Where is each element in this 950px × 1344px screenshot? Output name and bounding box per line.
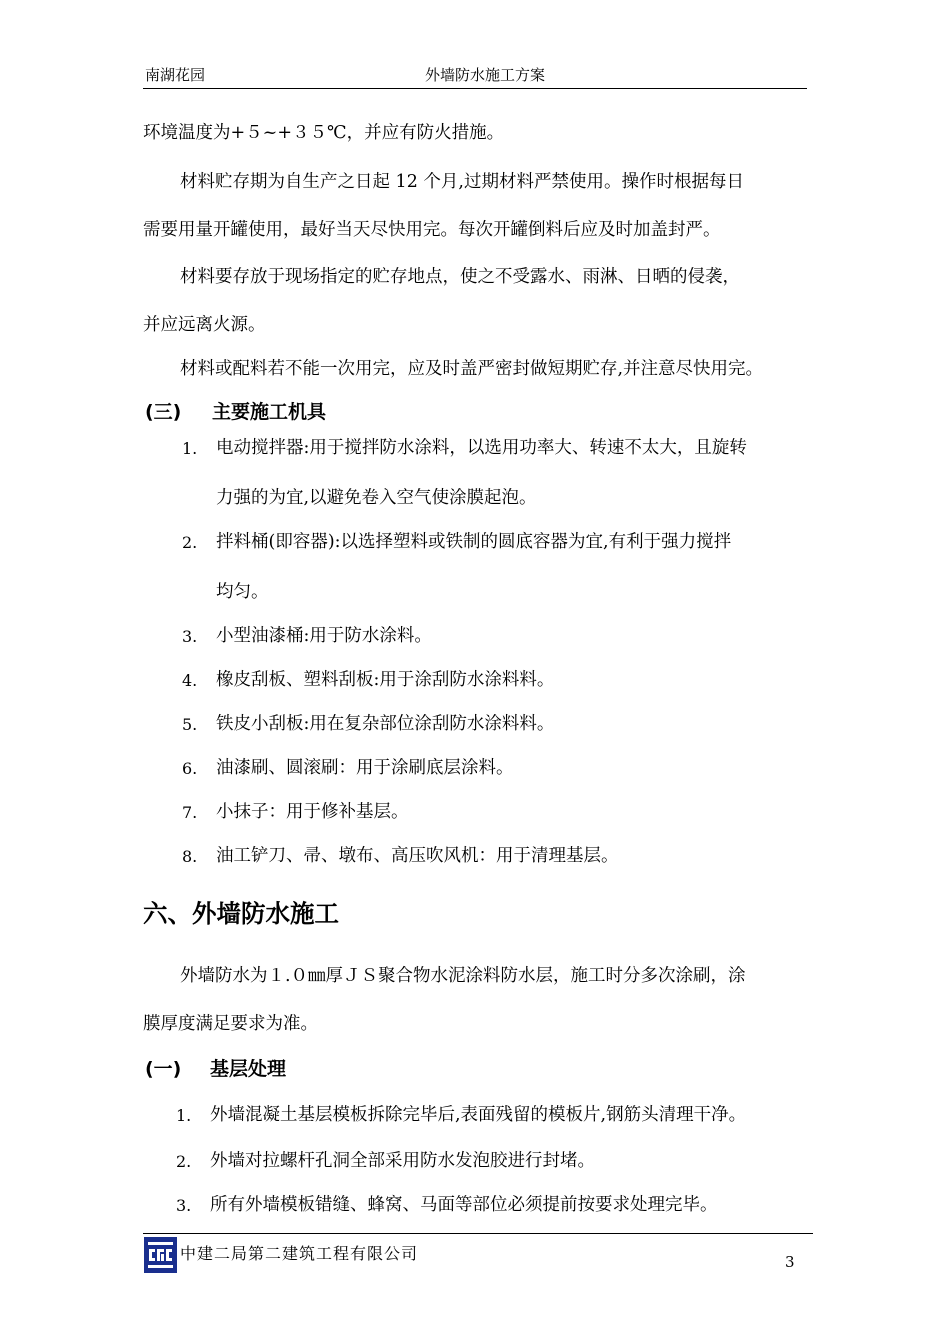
paragraph-line: 材料贮存期为自生产之日起 12 个月,过期材料严禁使用。操作时根据每日 [180,172,744,192]
header-rule [143,88,807,89]
chapter-heading: 六、外墙防水施工 [143,899,339,928]
list-item-text: 外墙混凝土基层模板拆除完毕后,表面残留的模板片,钢筋头清理干净。 [210,1105,747,1125]
list-item-text: 所有外墙模板错缝、蜂窝、马面等部位必须提前按要求处理完毕。 [210,1195,718,1215]
header-document-title: 外墙防水施工方案 [424,66,545,84]
list-item-number: 6. [182,759,198,778]
list-item-text: 油漆刷、圆滚刷：用于涂刷底层涂料。 [216,758,514,778]
list-item-text: 均匀。 [216,582,269,602]
paragraph-line: 环境温度为+５~+３５℃，并应有防火措施。 [143,123,505,143]
list-item-text: 拌料桶(即容器):以选择塑料或铁制的圆底容器为宜,有利于强力搅拌 [216,532,732,552]
footer-company-name: 中建二局第二建筑工程有限公司 [180,1244,419,1263]
list-item-number: 7. [182,803,198,822]
list-item-number: 4. [182,671,198,690]
paragraph-line: 膜厚度满足要求为准。 [143,1014,318,1034]
list-item-number: 3. [176,1196,192,1215]
paragraph-line: 需要用量开罐使用，最好当天尽快用完。每次开罐倒料后应及时加盖封严。 [143,220,721,240]
list-item-text: 小抹子：用于修补基层。 [216,802,409,822]
paragraph-line: 材料要存放于现场指定的贮存地点，使之不受露水、雨淋、日晒的侵袭， [180,267,740,287]
section-heading: 基层处理 [210,1058,287,1080]
paragraph-line: 材料或配料若不能一次用完，应及时盖严密封做短期贮存,并注意尽快用完。 [180,359,764,379]
list-item-number: 3. [182,627,198,646]
list-item-number: 2. [182,533,198,552]
paragraph-line: 并应远离火源。 [143,315,266,335]
list-item-text: 力强的为宜,以避免卷入空气使涂膜起泡。 [216,488,537,508]
list-item-text: 橡皮刮板、塑料刮板:用于涂刮防水涂料料。 [216,670,555,690]
list-item-number: 5. [182,715,198,734]
list-item-text: 电动搅拌器:用于搅拌防水涂料，以选用功率大、转速不太大，且旋转 [216,438,747,458]
section-heading: 主要施工机具 [212,401,327,423]
list-item-number: 2. [176,1152,192,1171]
list-item-text: 铁皮小刮板:用在复杂部位涂刮防水涂料料。 [216,714,555,734]
section-number: (三) [145,401,182,423]
list-item-text: 小型油漆桶:用于防水涂料。 [216,626,432,646]
company-logo-icon [144,1237,177,1273]
list-item-text: 外墙对拉螺杆孔洞全部采用防水发泡胶进行封堵。 [210,1151,595,1171]
section-number: (一) [145,1058,182,1080]
list-item-number: 1. [176,1106,192,1125]
list-item-text: 油工铲刀、帚、墩布、高压吹风机：用于清理基层。 [216,846,619,866]
paragraph-line: 外墙防水为１.０㎜厚ＪＳ聚合物水泥涂料防水层，施工时分多次涂刷，涂 [180,966,746,986]
page-number: 3 [785,1253,795,1271]
header-project-name: 南湖花园 [145,66,206,84]
footer-rule [143,1233,813,1234]
list-item-number: 1. [182,439,198,458]
list-item-number: 8. [182,847,198,866]
